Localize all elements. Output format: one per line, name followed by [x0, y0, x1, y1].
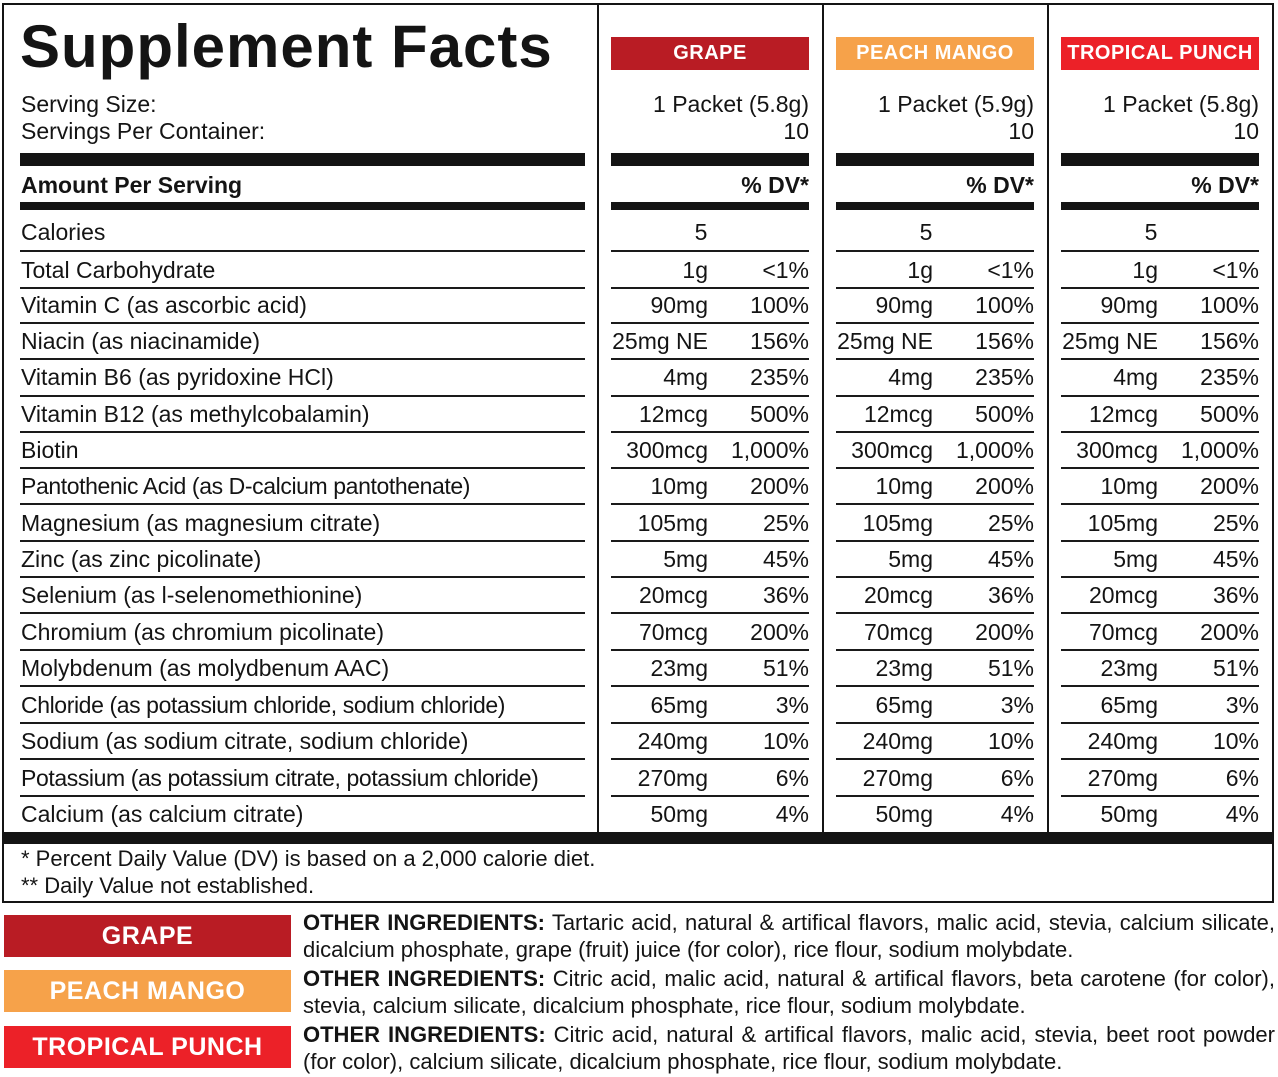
nutrient-amount: 300mcg: [626, 437, 708, 463]
thick-rule: [611, 153, 809, 166]
nutrient-dv: 1,000%: [730, 437, 809, 463]
row-divider: [611, 758, 809, 760]
nutrient-amount: 4mg: [888, 364, 933, 390]
nutrient-amount: 1g: [907, 257, 933, 283]
flavor-badge-peach_mango: PEACH MANGO: [4, 970, 291, 1012]
nutrient-dv: 200%: [1200, 473, 1259, 499]
row-divider: [836, 685, 1034, 687]
nutrient-amount: 65mg: [1100, 692, 1158, 718]
nutrient-amount: 25mg NE: [1062, 328, 1158, 354]
nutrient-dv: 200%: [975, 473, 1034, 499]
nutrient-dv: 45%: [762, 546, 809, 572]
footnote-dv: * Percent Daily Value (DV) is based on a 2,000 calorie diet.: [21, 846, 596, 871]
column-divider: [1047, 3, 1049, 833]
row-divider: [1061, 395, 1259, 397]
row-divider: [611, 612, 809, 614]
nutrient-dv: 100%: [750, 292, 809, 318]
nutrient-name: Zinc (as zinc picolinate): [21, 546, 262, 572]
nutrient-name: Vitamin B6 (as pyridoxine HCl): [21, 364, 334, 390]
nutrient-dv: 235%: [750, 364, 809, 390]
nutrient-amount: 70mcg: [1088, 619, 1158, 645]
row-divider: [836, 795, 1034, 797]
servings-value: 10: [783, 118, 809, 144]
row-divider: [611, 250, 809, 252]
calories-value: 5: [1144, 219, 1158, 245]
nutrient-dv: 156%: [1200, 328, 1259, 354]
row-divider: [611, 576, 809, 578]
flavor-header-0: GRAPE: [611, 37, 809, 70]
row-divider: [836, 540, 1034, 542]
nutrient-dv: 156%: [975, 328, 1034, 354]
nutrient-dv: 25%: [987, 510, 1034, 536]
nutrient-name: Vitamin B12 (as methylcobalamin): [21, 401, 370, 427]
ingredients-heading: OTHER INGREDIENTS:: [303, 1022, 546, 1047]
nutrient-amount: 1g: [682, 257, 708, 283]
row-divider: [611, 685, 809, 687]
nutrient-dv: 500%: [975, 401, 1034, 427]
nutrient-amount: 12mcg: [1088, 401, 1158, 427]
nutrient-dv: 100%: [1200, 292, 1259, 318]
column-divider: [597, 3, 599, 833]
nutrient-amount: 20mcg: [1088, 582, 1158, 608]
nutrient-dv: 10%: [1212, 728, 1259, 754]
nutrient-dv: 200%: [1200, 619, 1259, 645]
nutrient-dv: 51%: [987, 655, 1034, 681]
ingredients-grape: [303, 909, 1275, 963]
row-divider: [20, 722, 585, 724]
nutrient-dv: 51%: [762, 655, 809, 681]
nutrient-amount: 105mg: [1087, 510, 1158, 536]
nutrient-dv: 10%: [987, 728, 1034, 754]
ingredients-peach_mango: [303, 965, 1275, 1019]
row-divider: [20, 540, 585, 542]
nutrient-amount: 20mcg: [638, 582, 708, 608]
row-divider: [1061, 612, 1259, 614]
thick-rule: [20, 153, 585, 166]
amount-per-serving-label: Amount Per Serving: [21, 172, 243, 198]
nutrient-name: Biotin: [21, 437, 79, 463]
nutrient-dv: 3%: [1225, 692, 1259, 718]
nutrient-name: Potassium (as potassium citrate, potassium chloride): [21, 765, 539, 791]
row-divider: [836, 722, 1034, 724]
row-divider: [20, 795, 585, 797]
servings-per-container-label: Servings Per Container:: [21, 118, 266, 144]
nutrient-name: Niacin (as niacinamide): [21, 328, 261, 354]
nutrient-name: Magnesium (as magnesium citrate): [21, 510, 381, 536]
nutrient-dv: 4%: [1225, 801, 1259, 827]
nutrient-dv: 10%: [762, 728, 809, 754]
medium-rule: [20, 202, 585, 210]
nutrient-name: Calories: [21, 219, 106, 245]
row-divider: [836, 758, 1034, 760]
serving-size-value: 1 Packet (5.8g): [1103, 91, 1259, 117]
row-divider: [20, 431, 585, 433]
flavor-header-2: TROPICAL PUNCH: [1061, 37, 1259, 70]
dv-header: % DV*: [741, 172, 809, 198]
nutrient-amount: 240mg: [862, 728, 933, 754]
row-divider: [20, 758, 585, 760]
nutrient-dv: 500%: [750, 401, 809, 427]
nutrient-dv: 4%: [775, 801, 809, 827]
row-divider: [20, 250, 585, 252]
nutrient-dv: 3%: [1000, 692, 1034, 718]
ingredients-heading: OTHER INGREDIENTS:: [303, 910, 545, 935]
nutrient-amount: 25mg NE: [837, 328, 933, 354]
row-divider: [1061, 322, 1259, 324]
row-divider: [836, 467, 1034, 469]
nutrient-amount: 5mg: [663, 546, 708, 572]
nutrient-amount: 10mg: [1100, 473, 1158, 499]
nutrient-amount: 270mg: [1087, 765, 1158, 791]
row-divider: [20, 612, 585, 614]
thick-rule: [836, 153, 1034, 166]
nutrient-dv: 235%: [1200, 364, 1259, 390]
page-title: Supplement Facts: [20, 13, 553, 80]
nutrient-dv: <1%: [1212, 257, 1259, 283]
row-divider: [611, 649, 809, 651]
nutrient-amount: 90mg: [1100, 292, 1158, 318]
medium-rule: [611, 202, 809, 210]
row-divider: [611, 503, 809, 505]
serving-size-value: 1 Packet (5.8g): [653, 91, 809, 117]
row-divider: [20, 503, 585, 505]
nutrient-name: Selenium (as l-selenomethionine): [21, 582, 363, 608]
row-divider: [20, 395, 585, 397]
row-divider: [20, 649, 585, 651]
row-divider: [836, 395, 1034, 397]
row-divider: [1061, 250, 1259, 252]
nutrient-amount: 70mcg: [863, 619, 933, 645]
nutrient-dv: <1%: [987, 257, 1034, 283]
row-divider: [611, 287, 809, 289]
flavor-badge-grape: GRAPE: [4, 915, 291, 957]
nutrient-dv: 100%: [975, 292, 1034, 318]
row-divider: [20, 358, 585, 360]
nutrient-dv: 200%: [975, 619, 1034, 645]
nutrient-dv: 235%: [975, 364, 1034, 390]
nutrient-amount: 12mcg: [863, 401, 933, 427]
nutrient-dv: <1%: [762, 257, 809, 283]
servings-value: 10: [1233, 118, 1259, 144]
nutrient-amount: 23mg: [650, 655, 708, 681]
nutrient-amount: 12mcg: [638, 401, 708, 427]
nutrient-amount: 20mcg: [863, 582, 933, 608]
nutrient-dv: 500%: [1200, 401, 1259, 427]
nutrient-dv: 156%: [750, 328, 809, 354]
nutrient-name: Calcium (as calcium citrate): [21, 801, 304, 827]
row-divider: [20, 685, 585, 687]
nutrient-amount: 1g: [1132, 257, 1158, 283]
thick-rule: [1061, 153, 1259, 166]
nutrient-name: Sodium (as sodium citrate, sodium chloride): [21, 728, 469, 754]
nutrient-dv: 200%: [750, 473, 809, 499]
dv-header: % DV*: [966, 172, 1034, 198]
row-divider: [611, 467, 809, 469]
row-divider: [611, 431, 809, 433]
nutrient-name: Total Carbohydrate: [21, 257, 216, 283]
nutrient-dv: 200%: [750, 619, 809, 645]
ingredients-text: Tartaric acid, natural & artifical flavors, malic acid, stevia, calcium silicate, dicalcium phosphate, grape (fruit) juice (for color), rice flour, sodium molybdate.: [303, 910, 1275, 962]
row-divider: [611, 395, 809, 397]
nutrient-dv: 25%: [762, 510, 809, 536]
nutrient-dv: 36%: [1212, 582, 1259, 608]
row-divider: [1061, 358, 1259, 360]
row-divider: [1061, 431, 1259, 433]
row-divider: [836, 358, 1034, 360]
nutrient-amount: 10mg: [650, 473, 708, 499]
nutrient-amount: 23mg: [875, 655, 933, 681]
nutrient-dv: 1,000%: [955, 437, 1034, 463]
row-divider: [611, 322, 809, 324]
calories-value: 5: [919, 219, 933, 245]
row-divider: [611, 358, 809, 360]
nutrient-dv: 1,000%: [1180, 437, 1259, 463]
nutrient-amount: 23mg: [1100, 655, 1158, 681]
nutrient-dv: 25%: [1212, 510, 1259, 536]
nutrient-name: Chromium (as chromium picolinate): [21, 619, 384, 645]
nutrient-amount: 50mg: [875, 801, 933, 827]
row-divider: [836, 649, 1034, 651]
nutrient-amount: 5mg: [1113, 546, 1158, 572]
serving-size-label: Serving Size:: [21, 91, 157, 117]
nutrient-amount: 270mg: [862, 765, 933, 791]
flavor-badge-tropical_punch: TROPICAL PUNCH: [4, 1026, 291, 1068]
nutrient-amount: 240mg: [637, 728, 708, 754]
ingredients-text: Citric acid, natural & artifical flavors, malic acid, stevia, beet root powder (for color), calcium silicate, dicalcium phosphate, rice flour, sodium molybdate.: [303, 1022, 1275, 1074]
row-divider: [836, 287, 1034, 289]
footnote-not-established: ** Daily Value not established.: [21, 873, 315, 898]
row-divider: [836, 576, 1034, 578]
nutrient-amount: 50mg: [650, 801, 708, 827]
nutrient-amount: 240mg: [1087, 728, 1158, 754]
nutrient-amount: 65mg: [650, 692, 708, 718]
serving-size-value: 1 Packet (5.9g): [878, 91, 1034, 117]
nutrient-dv: 4%: [1000, 801, 1034, 827]
nutrient-name: Vitamin C (as ascorbic acid): [21, 292, 307, 318]
nutrient-amount: 4mg: [663, 364, 708, 390]
row-divider: [1061, 287, 1259, 289]
ingredients-heading: OTHER INGREDIENTS:: [303, 966, 546, 991]
servings-value: 10: [1008, 118, 1034, 144]
nutrient-dv: 6%: [1225, 765, 1259, 791]
nutrient-dv: 45%: [1212, 546, 1259, 572]
nutrient-amount: 90mg: [875, 292, 933, 318]
ingredients-text: Citric acid, malic acid, natural & artifical flavors, beta carotene (for color), stevia, calcium silicate, dicalcium phosphate, rice flour, sodium molybdate.: [303, 966, 1275, 1018]
row-divider: [611, 722, 809, 724]
nutrient-dv: 3%: [775, 692, 809, 718]
nutrient-amount: 105mg: [862, 510, 933, 536]
row-divider: [1061, 649, 1259, 651]
nutrient-amount: 90mg: [650, 292, 708, 318]
nutrient-dv: 6%: [1000, 765, 1034, 791]
row-divider: [20, 467, 585, 469]
row-divider: [20, 576, 585, 578]
row-divider: [20, 287, 585, 289]
ingredients-tropical_punch: [303, 1021, 1275, 1075]
row-divider: [1061, 503, 1259, 505]
nutrient-dv: 45%: [987, 546, 1034, 572]
nutrient-dv: 36%: [762, 582, 809, 608]
row-divider: [836, 612, 1034, 614]
column-divider: [822, 3, 824, 833]
row-divider: [20, 322, 585, 324]
bottom-rule: [3, 832, 1274, 844]
row-divider: [1061, 540, 1259, 542]
nutrient-amount: 300mcg: [1076, 437, 1158, 463]
calories-value: 5: [694, 219, 708, 245]
medium-rule: [836, 202, 1034, 210]
nutrient-dv: 51%: [1212, 655, 1259, 681]
nutrient-amount: 25mg NE: [612, 328, 708, 354]
nutrient-name: Pantothenic Acid (as D-calcium pantothenate): [21, 473, 471, 499]
nutrient-amount: 10mg: [875, 473, 933, 499]
row-divider: [1061, 576, 1259, 578]
nutrient-amount: 65mg: [875, 692, 933, 718]
medium-rule: [1061, 202, 1259, 210]
nutrient-dv: 6%: [775, 765, 809, 791]
nutrient-amount: 5mg: [888, 546, 933, 572]
nutrient-amount: 70mcg: [638, 619, 708, 645]
row-divider: [611, 795, 809, 797]
nutrient-amount: 270mg: [637, 765, 708, 791]
row-divider: [836, 322, 1034, 324]
nutrient-amount: 50mg: [1100, 801, 1158, 827]
row-divider: [836, 503, 1034, 505]
nutrient-amount: 105mg: [637, 510, 708, 536]
row-divider: [1061, 795, 1259, 797]
nutrient-amount: 4mg: [1113, 364, 1158, 390]
row-divider: [1061, 722, 1259, 724]
nutrient-amount: 300mcg: [851, 437, 933, 463]
dv-header: % DV*: [1191, 172, 1259, 198]
row-divider: [836, 431, 1034, 433]
nutrient-name: Chloride (as potassium chloride, sodium chloride): [21, 692, 506, 718]
row-divider: [1061, 467, 1259, 469]
nutrient-dv: 36%: [987, 582, 1034, 608]
flavor-header-1: PEACH MANGO: [836, 37, 1034, 70]
nutrient-name: Molybdenum (as molydbenum AAC): [21, 655, 390, 681]
row-divider: [1061, 758, 1259, 760]
row-divider: [836, 250, 1034, 252]
row-divider: [611, 540, 809, 542]
row-divider: [1061, 685, 1259, 687]
